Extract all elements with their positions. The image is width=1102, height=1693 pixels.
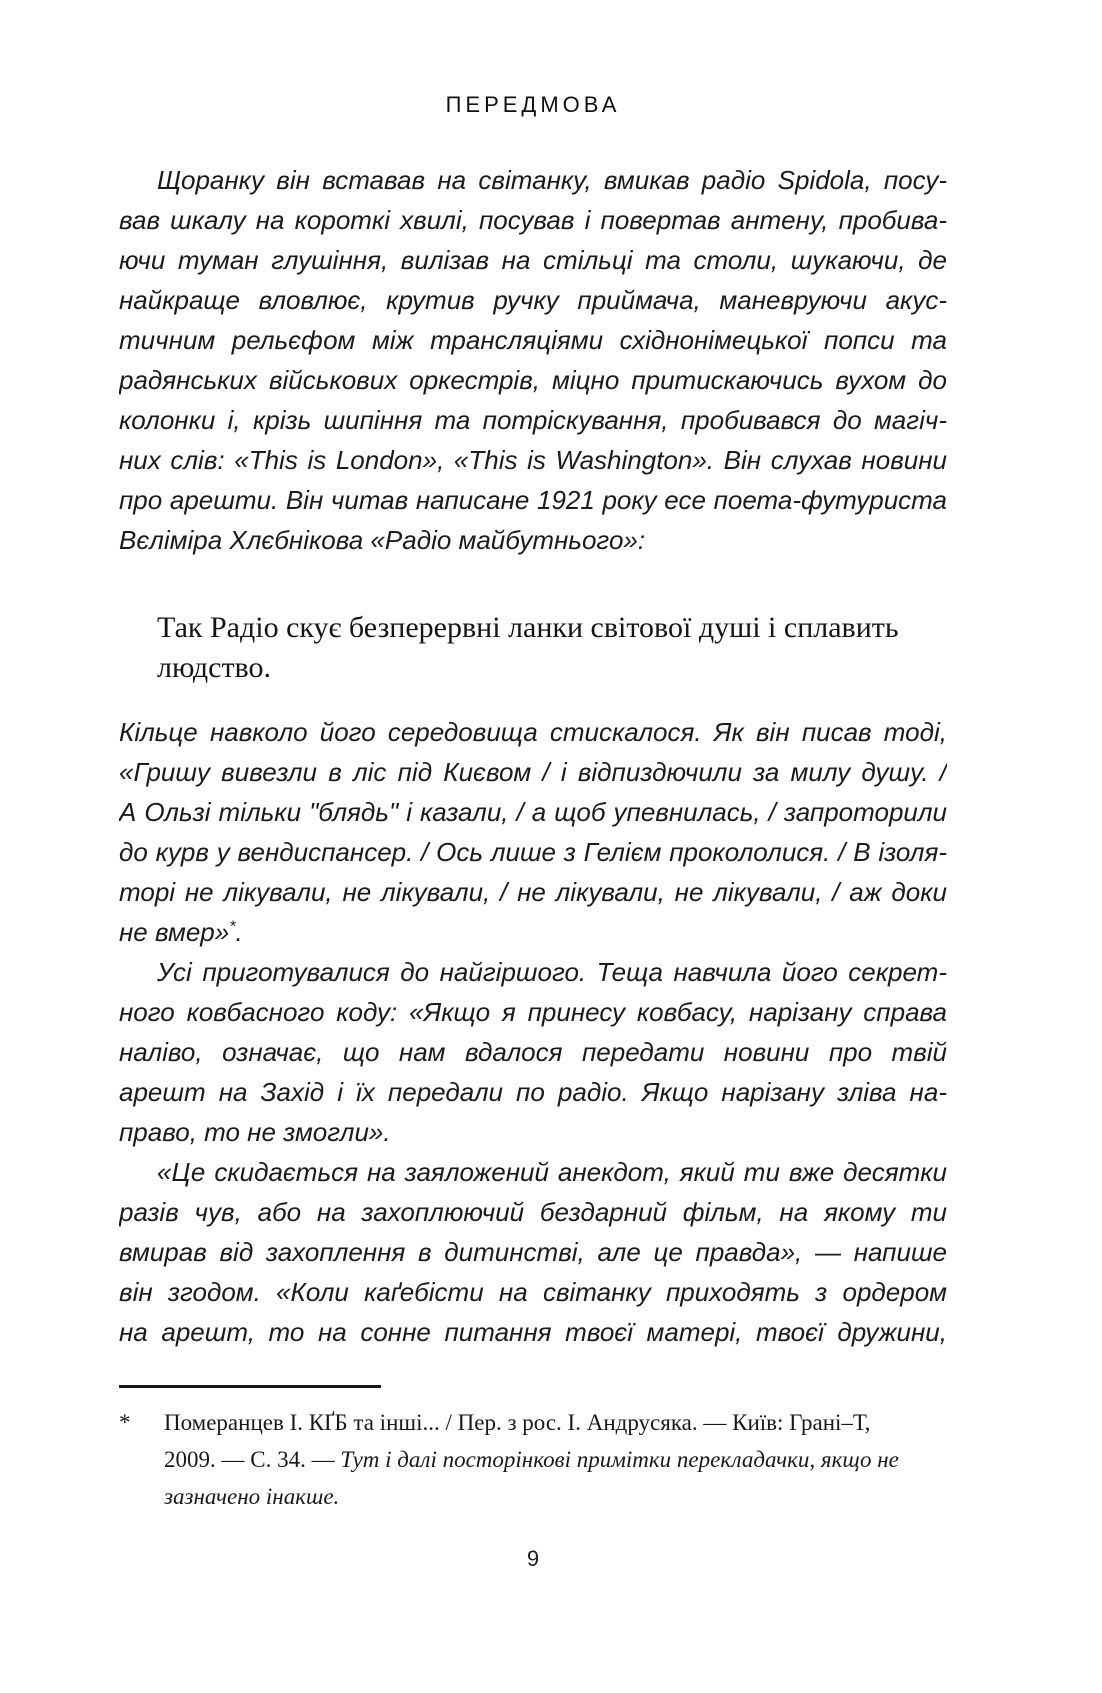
text-line: них слів: «This is London», «This is Washington». Він слухав новини [119, 445, 947, 475]
text-line: Так Радіо скує безперервні ланки світової душі і сплавить [157, 611, 899, 644]
text-line: «Гришу вивезли в ліс під Києвом / і відпиздючили за милу душу. / [119, 757, 947, 787]
paragraph [119, 160, 947, 560]
footnote-reference-asterisk: * [229, 917, 236, 936]
chapter-title: ПЕРЕДМОВА [445, 92, 621, 117]
text-line: право, то не змогли». [119, 1117, 391, 1147]
text-line: вав шкалу на короткі хвилі, посував і повертав антену, пробива- [119, 205, 947, 235]
footnote-marker: * [119, 1410, 131, 1435]
text-line: колонки і, крізь шипіння та потріскування, пробивався до магіч- [119, 405, 947, 435]
text-line: на арешт, то на сонне питання твоєї матері, твоєї дружини, [119, 1317, 947, 1347]
text-line: «Це скидається на заяложений анекдот, який ти вже десятки [157, 1157, 947, 1187]
text-line: разів чув, або на захоплюючий бездарний фільм, на якому ти [119, 1197, 947, 1227]
footnote-divider [119, 1385, 381, 1388]
text-line: найкраще вловлює, крутив ручку приймача, маневруючи акус- [119, 285, 947, 315]
footnote-line [164, 1478, 947, 1515]
paragraph [119, 952, 947, 1152]
text-line: людство. [157, 651, 272, 684]
footnote-body [119, 1404, 947, 1515]
footnote-text: 2009. — С. 34. — [164, 1447, 341, 1472]
footnote-line [164, 1404, 947, 1441]
text-line: торі не лікували, не лікували, / не лікували, не лікували, / аж доки [119, 877, 947, 907]
footnote-text: Померанцев І. КҐБ та інші... / Пер. з рос. І. Андрусяка. — Київ: Грані–Т, [164, 1410, 871, 1435]
text-line: ючи туман глушіння, вилізав на стільці та столи, шукаючи, де [119, 245, 947, 275]
text-line: Вєліміра Хлєбнікова «Радіо майбутнього»: [119, 525, 646, 555]
text-line: тичним рельєфом між трансляціями східнонімецької попси та [119, 325, 947, 355]
text-line: про арешти. Він читав написане 1921 року есе поета-футуриста [119, 485, 947, 515]
block-quote [119, 608, 947, 688]
footnote [119, 1385, 947, 1515]
text-flow [119, 160, 947, 1352]
text-line: він згодом. «Коли каґебісти на світанку приходять з ордером [119, 1277, 947, 1307]
paragraph [119, 1152, 947, 1352]
text-line: наліво, означає, що нам вдалося передати новини про твій [119, 1037, 947, 1067]
text-line: радянських військових оркестрів, міцно притискаючись вухом до [119, 365, 947, 395]
text-line: А Ользі тільки "блядь" і казали, / а щоб упевнилась, / запроторили [119, 797, 947, 827]
footnote-text-italic: Тут і далі посторінкові примітки перекладачки, якщо не [340, 1447, 899, 1472]
text-line: Усі приготувалися до найгіршого. Теща навчила його секрет- [157, 957, 947, 987]
paragraph [119, 712, 947, 952]
text-line: ного ковбасного коду: «Якщо я принесу ковбасу, нарізану справа [119, 997, 947, 1027]
text-line: вмирав від захоплення в дитинстві, але це правда», — напише [119, 1237, 947, 1267]
text-line: арешт на Захід і їх передали по радіо. Якщо нарізану зліва на- [119, 1077, 947, 1107]
text-line: не вмер»*. [119, 917, 243, 947]
footnote-text-italic: зазначено інакше. [164, 1484, 340, 1509]
text-line: Кільце навколо його середовища стискалося. Як він писав тоді, [119, 717, 947, 747]
text-line: до курв у вендиспансер. / Ось лише з Гелієм прокололися. / В ізоля- [119, 837, 947, 867]
page-number: 9 [526, 1546, 540, 1571]
footnote-line [164, 1441, 947, 1478]
text-line: Щоранку він вставав на світанку, вмикав радіо Spidola, посу- [157, 165, 947, 195]
